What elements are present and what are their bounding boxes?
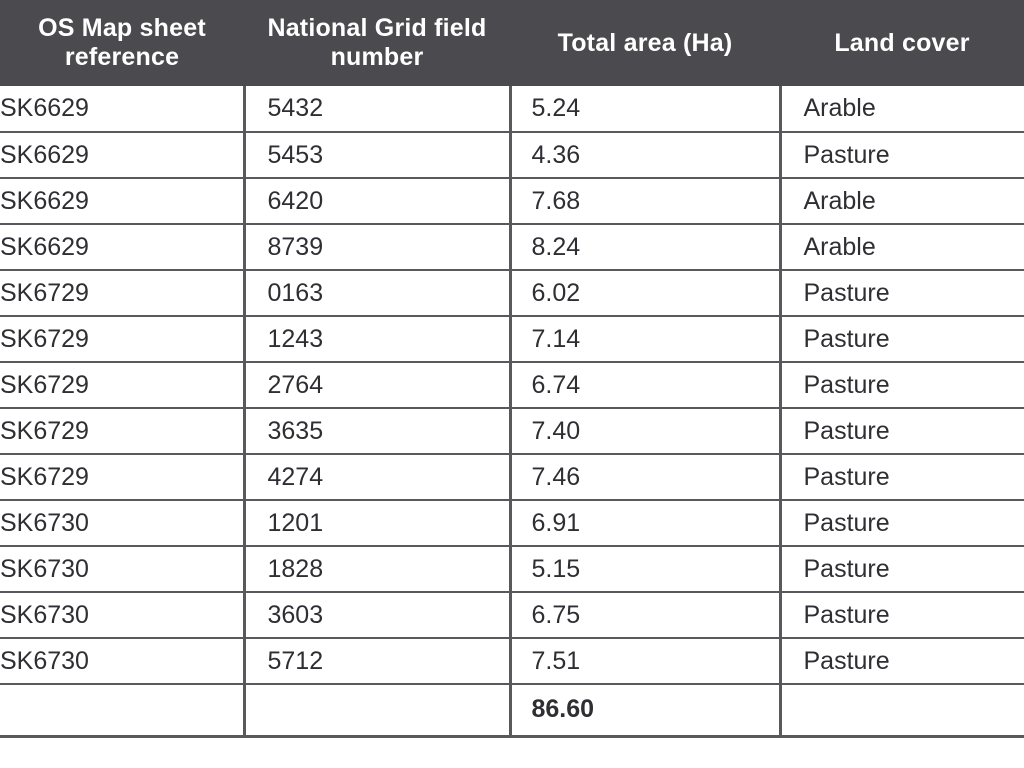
cell-total-blank-field [244, 684, 510, 736]
table-row [0, 178, 1024, 224]
cell-total-area: 7.68 [510, 178, 780, 224]
table-total-row [0, 684, 1024, 736]
cell-os-map-sheet-reference: SK6729 [0, 270, 244, 316]
cell-field-number: 1201 [244, 500, 510, 546]
cell-os-map-sheet-reference: SK6729 [0, 454, 244, 500]
table-row [0, 316, 1024, 362]
cell-total-area-sum: 86.60 [510, 684, 780, 736]
cell-total-area: 7.46 [510, 454, 780, 500]
cell-land-cover: Pasture [780, 592, 1024, 638]
cell-os-map-sheet-reference: SK6729 [0, 362, 244, 408]
table-row [0, 408, 1024, 454]
cell-os-map-sheet-reference: SK6629 [0, 132, 244, 178]
table-row [0, 86, 1024, 132]
table-row [0, 638, 1024, 684]
cell-field-number: 4274 [244, 454, 510, 500]
cell-total-area: 5.15 [510, 546, 780, 592]
cell-land-cover: Pasture [780, 132, 1024, 178]
table-row [0, 132, 1024, 178]
cell-os-map-sheet-reference: SK6729 [0, 408, 244, 454]
cell-total-area: 6.75 [510, 592, 780, 638]
cell-total-area: 6.74 [510, 362, 780, 408]
cell-field-number: 2764 [244, 362, 510, 408]
cell-total-blank-cover [780, 684, 1024, 736]
table-row [0, 362, 1024, 408]
cell-field-number: 6420 [244, 178, 510, 224]
cell-land-cover: Pasture [780, 638, 1024, 684]
cell-total-area: 5.24 [510, 86, 780, 132]
cell-total-area: 6.02 [510, 270, 780, 316]
table-header [0, 0, 1024, 86]
cell-land-cover: Pasture [780, 454, 1024, 500]
cell-field-number: 8739 [244, 224, 510, 270]
cell-field-number: 3635 [244, 408, 510, 454]
cell-land-cover: Pasture [780, 316, 1024, 362]
header-row [0, 0, 1024, 86]
cell-field-number: 5453 [244, 132, 510, 178]
cell-land-cover: Arable [780, 178, 1024, 224]
table-row [0, 546, 1024, 592]
column-header-total-area: Total area (Ha) [510, 0, 780, 86]
cell-land-cover: Pasture [780, 270, 1024, 316]
cell-field-number: 0163 [244, 270, 510, 316]
table-row [0, 454, 1024, 500]
cell-field-number: 5712 [244, 638, 510, 684]
cell-os-map-sheet-reference: SK6730 [0, 592, 244, 638]
table-row [0, 224, 1024, 270]
cell-total-area: 4.36 [510, 132, 780, 178]
cell-land-cover: Arable [780, 224, 1024, 270]
cell-total-area: 7.40 [510, 408, 780, 454]
table-row [0, 270, 1024, 316]
cell-os-map-sheet-reference: SK6629 [0, 86, 244, 132]
table-body [0, 86, 1024, 736]
cell-total-area: 7.14 [510, 316, 780, 362]
column-header-national-grid-field-number: National Grid field number [244, 0, 510, 86]
cell-field-number: 1828 [244, 546, 510, 592]
cell-land-cover: Pasture [780, 408, 1024, 454]
cell-total-area: 7.51 [510, 638, 780, 684]
cell-os-map-sheet-reference: SK6730 [0, 500, 244, 546]
column-header-os-map-sheet-reference: OS Map sheet reference [0, 0, 244, 86]
column-header-land-cover: Land cover [780, 0, 1024, 86]
cell-total-area: 8.24 [510, 224, 780, 270]
cell-land-cover: Arable [780, 86, 1024, 132]
cell-field-number: 1243 [244, 316, 510, 362]
cell-total-area: 6.91 [510, 500, 780, 546]
cell-field-number: 5432 [244, 86, 510, 132]
cell-os-map-sheet-reference: SK6629 [0, 224, 244, 270]
cell-os-map-sheet-reference: SK6730 [0, 638, 244, 684]
cell-os-map-sheet-reference: SK6629 [0, 178, 244, 224]
cell-os-map-sheet-reference: SK6729 [0, 316, 244, 362]
cell-os-map-sheet-reference: SK6730 [0, 546, 244, 592]
cell-land-cover: Pasture [780, 500, 1024, 546]
cell-land-cover: Pasture [780, 546, 1024, 592]
cell-field-number: 3603 [244, 592, 510, 638]
table-row [0, 500, 1024, 546]
table-row [0, 592, 1024, 638]
cell-total-blank-reference [0, 684, 244, 736]
cell-land-cover: Pasture [780, 362, 1024, 408]
